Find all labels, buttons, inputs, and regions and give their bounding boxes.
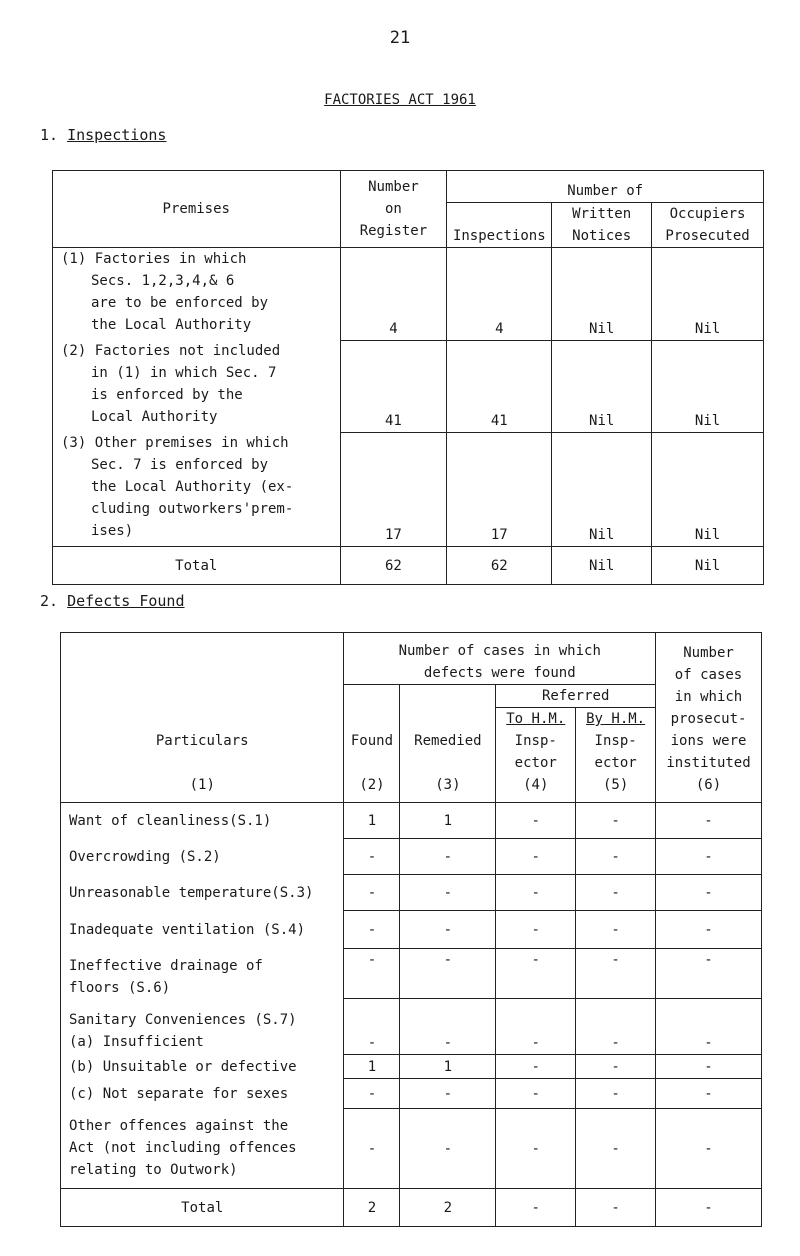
- table-row: [53, 340, 764, 432]
- cell-remedied: -: [400, 1079, 496, 1109]
- cell-found: -: [344, 999, 400, 1055]
- cell-found: -: [344, 1079, 400, 1109]
- total-found: 2: [344, 1189, 400, 1227]
- cell-by-hm: -: [576, 1055, 656, 1079]
- cell-remedied: -: [400, 839, 496, 875]
- label-line: the Local Authority (ex-: [91, 479, 294, 495]
- cell-by-hm: -: [576, 1109, 656, 1189]
- total-row: [53, 547, 764, 585]
- header-text: defects were found: [423, 665, 576, 681]
- cell-notices: Nil: [552, 340, 652, 432]
- cell-inspections: 4: [447, 248, 552, 341]
- row-label: [61, 875, 344, 911]
- header-text: (6): [695, 777, 722, 793]
- cell-register: 41: [340, 340, 447, 432]
- row-label: [61, 839, 344, 875]
- cell-notices: Nil: [552, 432, 652, 547]
- section2-title: Defects Found: [67, 592, 185, 610]
- cell-prosecutions: -: [656, 1055, 762, 1079]
- cell-found: -: [344, 875, 400, 911]
- defects-table: [60, 632, 762, 1227]
- section1-title: Inspections: [67, 126, 167, 144]
- total-row: [61, 1189, 762, 1227]
- total-inspections: 62: [447, 547, 552, 585]
- header-text: Number: [368, 179, 419, 195]
- table-row: [61, 803, 762, 839]
- row-label: [61, 1055, 344, 1079]
- cell-found: -: [344, 911, 400, 949]
- section1-heading: [40, 126, 166, 144]
- header-text: instituted: [666, 755, 751, 771]
- label-line: the Local Authority: [91, 317, 252, 333]
- cell-notices: Nil: [552, 248, 652, 341]
- cell-inspections: 41: [447, 340, 552, 432]
- cell-register: 17: [340, 432, 447, 547]
- cell-prosecutions: -: [656, 1079, 762, 1109]
- header-number-of: Number of: [447, 171, 764, 203]
- section1-number: 1.: [40, 126, 59, 144]
- header-to-hm-inspector: [496, 708, 576, 803]
- label-line: (a) Insufficient: [69, 1033, 204, 1050]
- inspections-table: [52, 170, 764, 585]
- section2-number: 2.: [40, 592, 59, 610]
- header-text: prosecut-: [670, 711, 747, 727]
- header-referred: Referred: [496, 685, 656, 708]
- label-line: Sec. 7 is enforced by: [91, 457, 269, 473]
- table-row: [53, 432, 764, 547]
- row-label: [61, 1079, 344, 1109]
- header-text: Prosecuted: [665, 228, 750, 244]
- table-row: [61, 875, 762, 911]
- label-line: Other offences against the: [69, 1118, 289, 1135]
- cell-to-hm: -: [496, 1109, 576, 1189]
- row-label: [61, 949, 344, 999]
- cell-to-hm: -: [496, 999, 576, 1055]
- header-inspections: Inspections: [447, 203, 552, 248]
- header-text: of cases: [674, 667, 743, 683]
- cell-found: 1: [344, 1055, 400, 1079]
- header-text: Insp-: [514, 733, 557, 749]
- header-particulars: [61, 633, 344, 803]
- header-text: (5): [602, 777, 629, 793]
- header-prosecutions: [656, 633, 762, 803]
- table-row: [61, 1055, 762, 1079]
- cell-to-hm: -: [496, 839, 576, 875]
- cell-prosecutions: -: [656, 1109, 762, 1189]
- label-line: relating to Outwork): [69, 1162, 238, 1179]
- label-line: Local Authority: [91, 409, 218, 425]
- cell-found: -: [344, 1109, 400, 1189]
- row-label: [53, 340, 341, 432]
- total-label: Total: [53, 547, 341, 585]
- label-line: (2) Factories not included: [61, 343, 281, 359]
- cell-by-hm: -: [576, 839, 656, 875]
- label-line: Ineffective drainage of: [69, 957, 263, 974]
- header-text: Notices: [572, 228, 632, 244]
- cell-found: -: [344, 839, 400, 875]
- row-label: [61, 1109, 344, 1189]
- page-number: 21: [389, 28, 411, 48]
- cell-by-hm: -: [576, 999, 656, 1055]
- cell-to-hm: -: [496, 911, 576, 949]
- cell-to-hm: -: [496, 875, 576, 911]
- table-row: [61, 949, 762, 999]
- label-line: floors (S.6): [69, 979, 171, 996]
- header-text: Number: [683, 645, 734, 661]
- header-text: To H.M.: [506, 711, 566, 727]
- cell-found: -: [344, 949, 400, 999]
- header-number-of-cases: [344, 633, 656, 685]
- header-number-on-register: [340, 171, 447, 248]
- cell-register: 4: [340, 248, 447, 341]
- total-by-hm: -: [576, 1189, 656, 1227]
- cell-inspections: 17: [447, 432, 552, 547]
- header-text: Written: [572, 206, 632, 222]
- cell-remedied: -: [400, 1109, 496, 1189]
- header-written-notices: [552, 203, 652, 248]
- header-text: (4): [523, 777, 549, 793]
- cell-prosecuted: Nil: [652, 248, 764, 341]
- table-row: [61, 999, 762, 1055]
- header-text: Insp-: [594, 733, 637, 749]
- table-row: [61, 1079, 762, 1109]
- header-remedied: [400, 685, 496, 803]
- label-line: Sanitary Conveniences (S.7): [69, 1011, 297, 1028]
- cell-prosecutions: -: [656, 999, 762, 1055]
- cell-found: 1: [344, 803, 400, 839]
- cell-prosecutions: -: [656, 875, 762, 911]
- header-text: Found: [350, 733, 394, 749]
- total-notices: Nil: [552, 547, 652, 585]
- label-line: Inadequate ventilation (S.4): [69, 921, 306, 938]
- total-register: 62: [340, 547, 447, 585]
- total-prosecuted: Nil: [652, 547, 764, 585]
- label-line: Unreasonable temperature(S.3): [69, 884, 314, 901]
- cell-by-hm: -: [576, 911, 656, 949]
- table-row: [61, 911, 762, 949]
- label-line: (c) Not separate for sexes: [69, 1085, 289, 1102]
- cell-to-hm: -: [496, 1079, 576, 1109]
- label-line: Want of cleanliness(S.1): [69, 812, 272, 829]
- label-line: (3) Other premises in which: [61, 435, 289, 451]
- cell-prosecutions: -: [656, 839, 762, 875]
- header-text: ions were: [670, 733, 747, 749]
- header-text: Occupiers: [669, 206, 746, 222]
- cell-remedied: -: [400, 875, 496, 911]
- cell-remedied: 1: [400, 1055, 496, 1079]
- total-to-hm: -: [496, 1189, 576, 1227]
- row-label: [53, 432, 341, 547]
- label-line: Overcrowding (S.2): [69, 848, 221, 865]
- label-line: (b) Unsuitable or defective: [69, 1058, 297, 1075]
- total-label: Total: [61, 1189, 344, 1227]
- cell-remedied: -: [400, 911, 496, 949]
- row-label: [53, 248, 341, 341]
- header-text: (1): [189, 777, 215, 793]
- label-line: in (1) in which Sec. 7: [91, 365, 277, 381]
- cell-remedied: 1: [400, 803, 496, 839]
- header-text: (3): [435, 777, 461, 793]
- header-text: ector: [514, 755, 557, 771]
- total-remedied: 2: [400, 1189, 496, 1227]
- header-text: By H.M.: [586, 711, 646, 727]
- row-label: [61, 911, 344, 949]
- cell-prosecuted: Nil: [652, 340, 764, 432]
- label-line: cluding outworkers'prem-: [91, 501, 294, 517]
- label-line: is enforced by the: [91, 387, 243, 403]
- label-line: Act (not including offences: [69, 1140, 297, 1157]
- header-premises: Premises: [53, 171, 341, 248]
- header-text: Register: [359, 223, 428, 239]
- label-line: Secs. 1,2,3,4,& 6: [91, 273, 235, 289]
- table-row: [61, 1109, 762, 1189]
- header-text: on: [384, 201, 402, 217]
- header-text: Number of cases in which: [398, 643, 601, 659]
- cell-prosecutions: -: [656, 949, 762, 999]
- row-label: [61, 803, 344, 839]
- header-text: (2): [359, 777, 385, 793]
- cell-to-hm: -: [496, 1055, 576, 1079]
- cell-prosecutions: -: [656, 911, 762, 949]
- cell-remedied: -: [400, 949, 496, 999]
- header-found: [344, 685, 400, 803]
- cell-remedied: -: [400, 999, 496, 1055]
- header-text: Particulars: [155, 733, 249, 749]
- header-by-hm-inspector: [576, 708, 656, 803]
- label-line: ises): [91, 523, 134, 539]
- cell-to-hm: -: [496, 803, 576, 839]
- cell-prosecutions: -: [656, 803, 762, 839]
- cell-by-hm: -: [576, 875, 656, 911]
- section2-heading: [40, 592, 185, 610]
- cell-prosecuted: Nil: [652, 432, 764, 547]
- table-row: [53, 248, 764, 341]
- cell-to-hm: -: [496, 949, 576, 999]
- cell-by-hm: -: [576, 1079, 656, 1109]
- label-line: (1) Factories in which: [61, 251, 247, 267]
- cell-by-hm: -: [576, 949, 656, 999]
- header-text: ector: [594, 755, 637, 771]
- header-occupiers-prosecuted: [652, 203, 764, 248]
- page-title: FACTORIES ACT 1961: [324, 92, 476, 108]
- cell-by-hm: -: [576, 803, 656, 839]
- row-label: [61, 999, 344, 1055]
- table-row: [61, 839, 762, 875]
- label-line: are to be enforced by: [91, 295, 269, 311]
- total-prosecutions: -: [656, 1189, 762, 1227]
- header-text: in which: [674, 689, 743, 705]
- header-text: Remedied: [414, 733, 482, 749]
